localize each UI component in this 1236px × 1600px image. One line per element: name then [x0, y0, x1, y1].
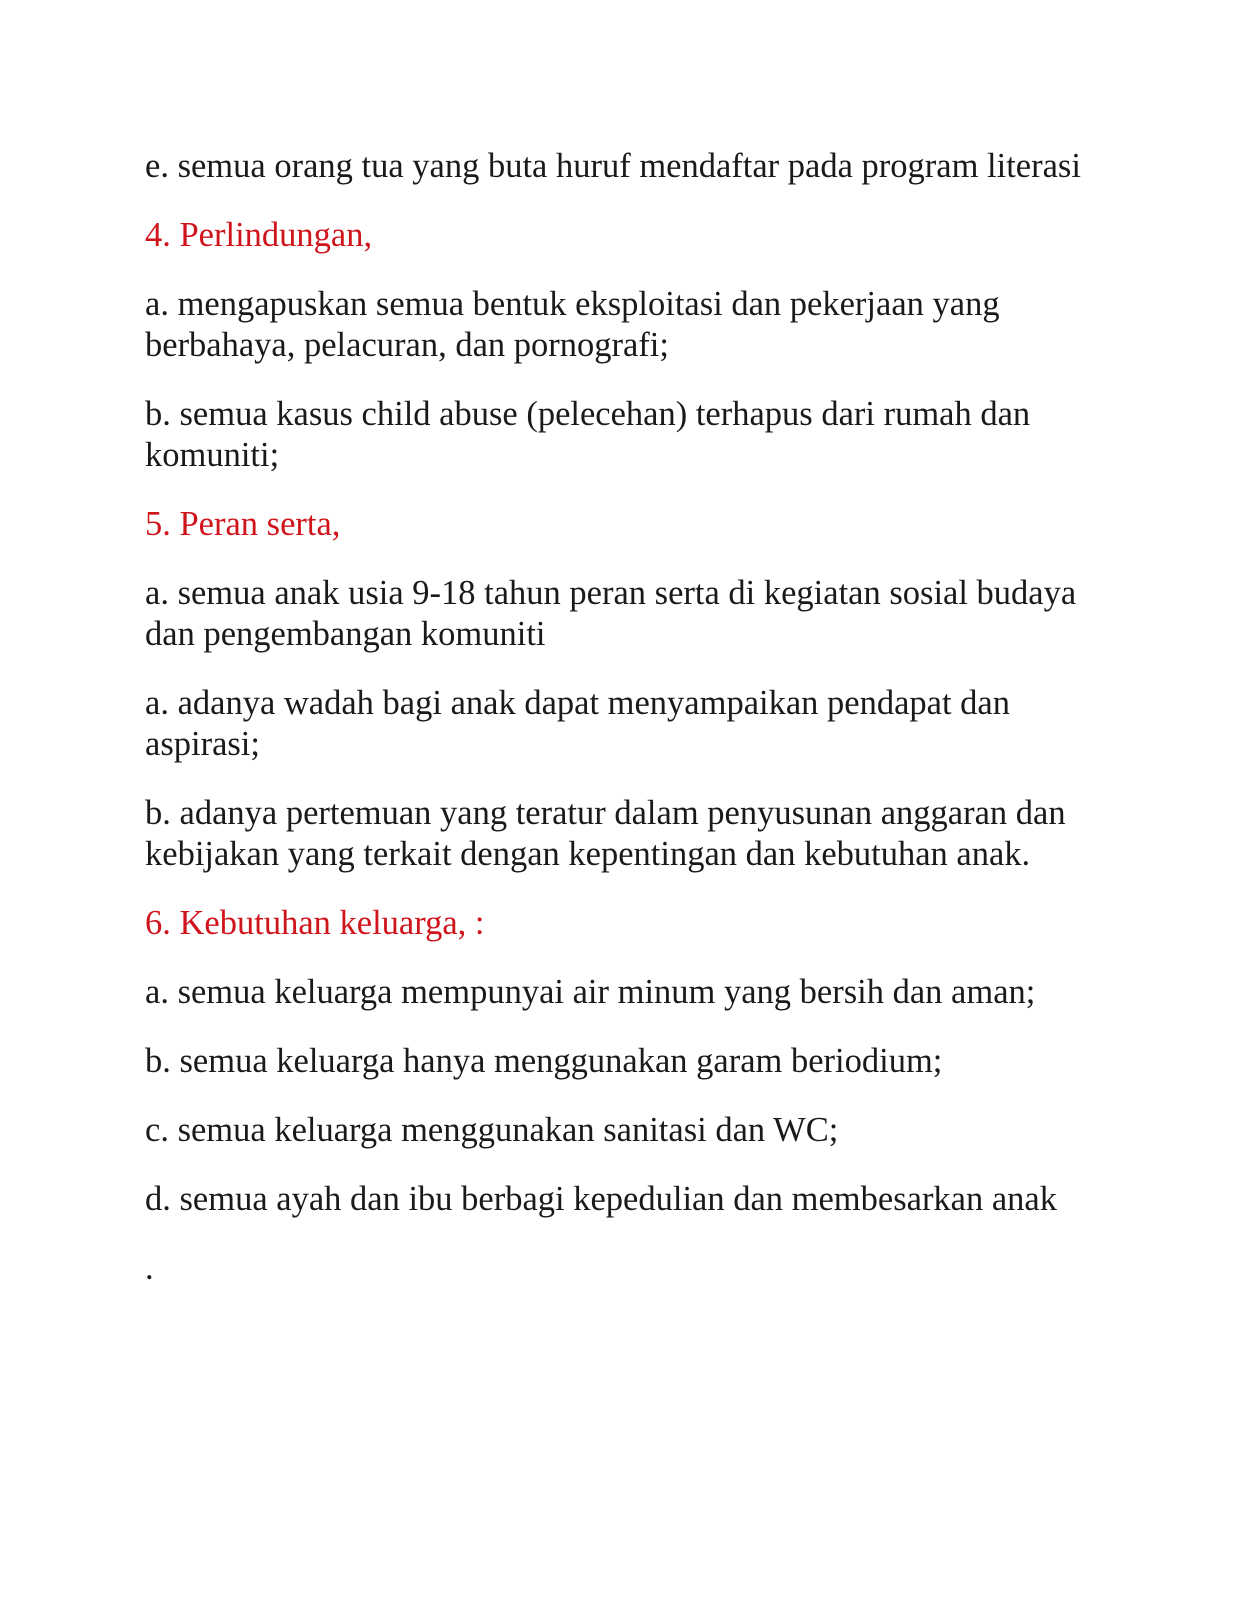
paragraph-e-literacy: e. semua orang tua yang buta huruf mendaftar pada program literasi [145, 147, 1081, 185]
paragraph-a-exploitation: a. mengapuskan semua bentuk eksploitasi dan pekerjaan yang berbahaya, pelacuran, dan pornografi; [145, 285, 1000, 364]
heading-kebutuhan-keluarga: 6. Kebutuhan keluarga, : [145, 904, 485, 942]
paragraph-b-child-abuse: b. semua kasus child abuse (pelecehan) terhapus dari rumah dan komuniti; [145, 395, 1031, 474]
document-body [145, 146, 1090, 1317]
paragraph-a-drinking-water: a. semua keluarga mempunyai air minum yang bersih dan aman; [145, 973, 1036, 1011]
paragraph-b-iodized-salt: b. semua keluarga hanya menggunakan garam beriodium; [145, 1042, 943, 1080]
heading-peran-serta: 5. Peran serta, [145, 505, 341, 543]
paragraph-d-parenting: d. semua ayah dan ibu berbagi kepedulian dan membesarkan anak [145, 1180, 1057, 1218]
heading-perlindungan: 4. Perlindungan, [145, 216, 373, 254]
trailing-period: . [145, 1249, 154, 1287]
paragraph-b-budget-meeting: b. adanya pertemuan yang teratur dalam penyusunan anggaran dan kebijakan yang terkait dengan kepentingan dan kebutuhan anak. [145, 794, 1066, 873]
paragraph-a-aspiration: a. adanya wadah bagi anak dapat menyampaikan pendapat dan aspirasi; [145, 684, 1010, 763]
paragraph-a-participation: a. semua anak usia 9-18 tahun peran serta di kegiatan sosial budaya dan pengembangan komuniti [145, 574, 1077, 653]
paragraph-c-sanitation: c. semua keluarga menggunakan sanitasi dan WC; [145, 1111, 839, 1149]
